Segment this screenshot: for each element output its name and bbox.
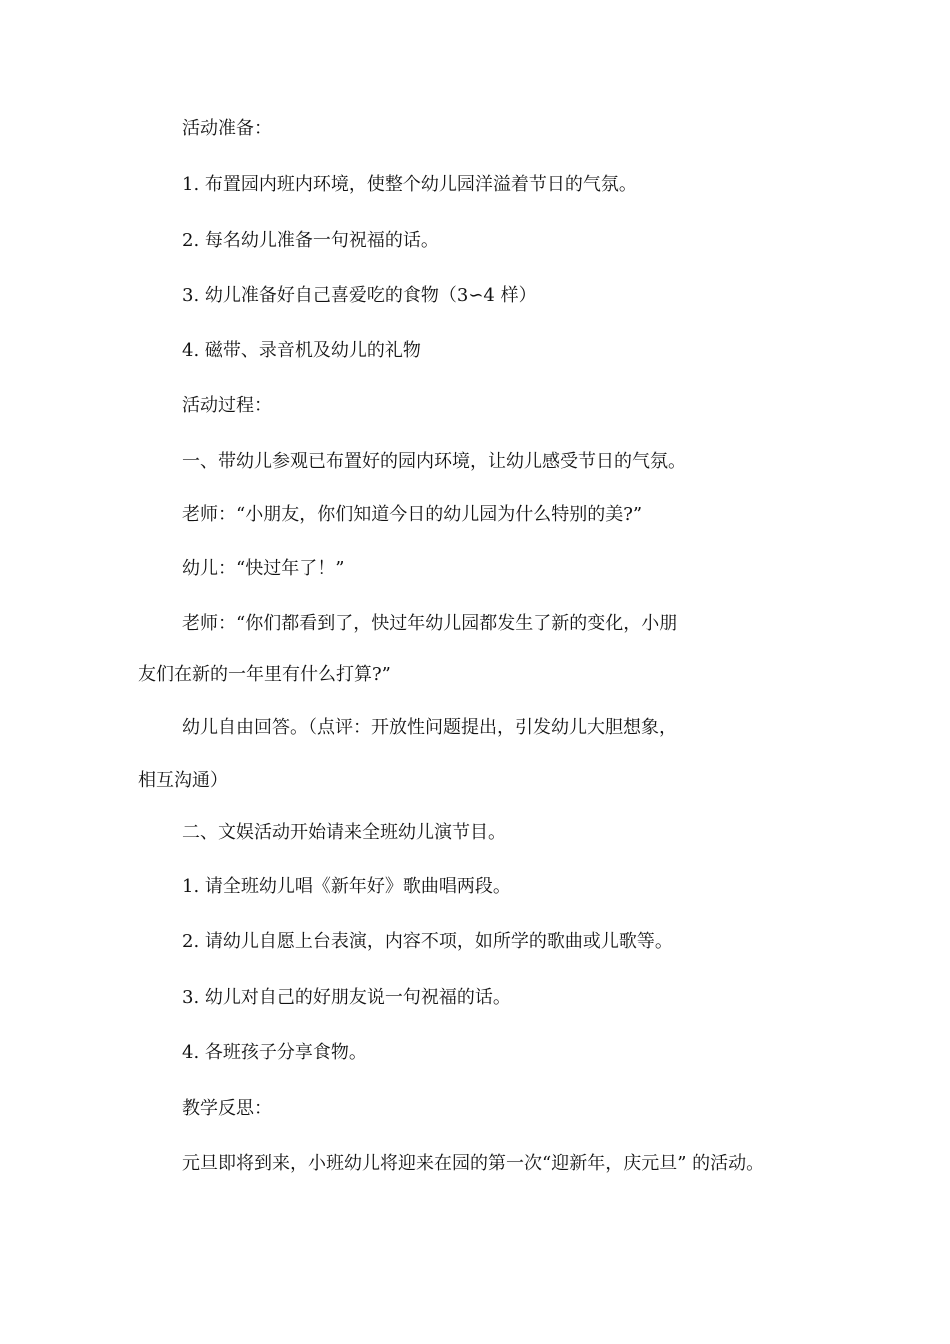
paragraph-prep-3: 3. 幼儿准备好自己喜爱吃的食物（3∽4 样）: [182, 285, 537, 306]
paragraph-show-3: 3. 幼儿对自己的好朋友说一句祝福的话。: [182, 987, 511, 1008]
paragraph-free-answer: 幼儿自由回答。（点评：开放性问题提出，引发幼儿大胆想象，: [182, 717, 677, 738]
paragraph-process-2: 二、文娱活动开始请来全班幼儿演节目。: [182, 822, 506, 843]
paragraph-child-answer: 幼儿：“快过年了！”: [182, 558, 345, 579]
heading-preparation: 活动准备：: [182, 118, 272, 139]
paragraph-prep-1: 1. 布置园内班内环境，使整个幼儿园洋溢着节日的气氛。: [182, 174, 637, 195]
paragraph-show-1: 1. 请全班幼儿唱《新年好》歌曲唱两段。: [182, 876, 511, 897]
paragraph-reflection: 元旦即将到来，小班幼儿将迎来在园的第一次“迎新年，庆元旦” 的活动。: [182, 1153, 765, 1174]
paragraph-teacher-remark-cont: 友们在新的一年里有什么打算?”: [138, 664, 391, 685]
heading-process: 活动过程：: [182, 395, 272, 416]
paragraph-show-4: 4. 各班孩子分享食物。: [182, 1042, 367, 1063]
paragraph-prep-4: 4. 磁带、录音机及幼儿的礼物: [182, 340, 421, 361]
paragraph-show-2: 2. 请幼儿自愿上台表演，内容不项，如所学的歌曲或儿歌等。: [182, 931, 673, 952]
paragraph-teacher-question: 老师：“小朋友，你们知道今日的幼儿园为什么特别的美?”: [182, 504, 643, 525]
paragraph-free-answer-cont: 相互沟通）: [138, 770, 228, 791]
paragraph-prep-2: 2. 每名幼儿准备一句祝福的话。: [182, 230, 439, 251]
paragraph-teacher-remark: 老师：“你们都看到了，快过年幼儿园都发生了新的变化，小朋: [182, 613, 678, 634]
paragraph-process-1: 一、带幼儿参观已布置好的园内环境，让幼儿感受节日的气氛。: [182, 451, 686, 472]
heading-reflection: 教学反思：: [182, 1098, 272, 1119]
